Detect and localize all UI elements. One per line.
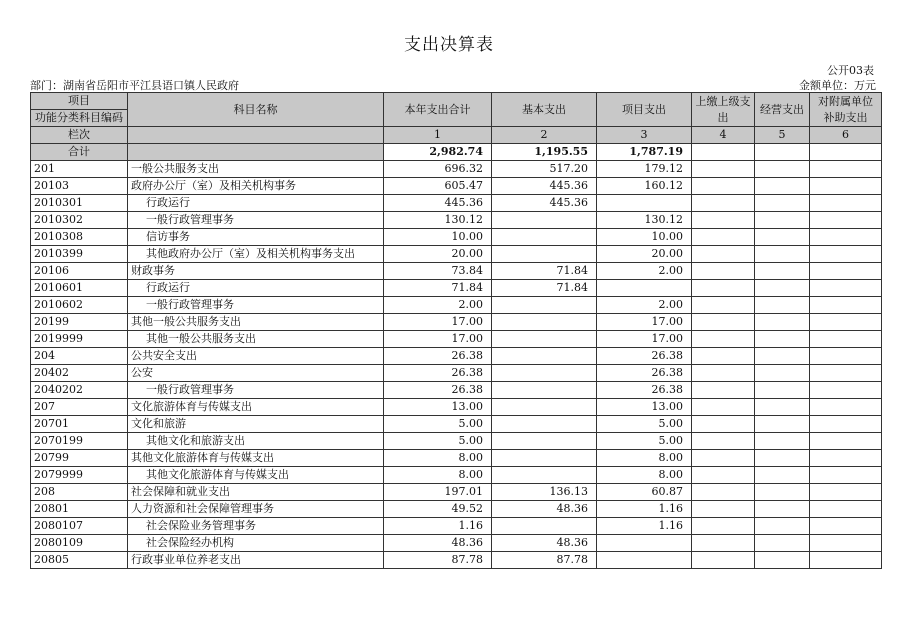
form-number: 公开03表 xyxy=(827,64,874,77)
row-project: 5.00 xyxy=(597,433,692,450)
header-project: 项目支出 xyxy=(597,93,692,127)
row-code: 2080109 xyxy=(31,535,128,552)
row-basic: 48.36 xyxy=(492,501,597,518)
row-code: 207 xyxy=(31,399,128,416)
header-code: 功能分类科目编码 xyxy=(31,110,128,127)
table-row xyxy=(31,195,882,212)
header-item: 项目 xyxy=(31,93,128,110)
row-subsidy xyxy=(810,348,882,365)
row-upper xyxy=(692,416,755,433)
row-basic: 445.36 xyxy=(492,195,597,212)
row-upper xyxy=(692,280,755,297)
row-upper xyxy=(692,518,755,535)
row-name: 社会保险业务管理事务 xyxy=(128,518,384,535)
row-name: 政府办公厅（室）及相关机构事务 xyxy=(128,178,384,195)
row-business xyxy=(755,535,810,552)
row-basic: 87.78 xyxy=(492,552,597,569)
table-row xyxy=(31,382,882,399)
row-project xyxy=(597,280,692,297)
row-business xyxy=(755,348,810,365)
row-subsidy xyxy=(810,416,882,433)
row-code: 2079999 xyxy=(31,467,128,484)
row-name: 文化和旅游 xyxy=(128,416,384,433)
row-subsidy xyxy=(810,552,882,569)
row-upper xyxy=(692,178,755,195)
table-row xyxy=(31,161,882,178)
table-row xyxy=(31,365,882,382)
row-code: 2010301 xyxy=(31,195,128,212)
row-project: 26.38 xyxy=(597,348,692,365)
row-basic xyxy=(492,433,597,450)
row-total: 17.00 xyxy=(384,314,492,331)
row-project xyxy=(597,535,692,552)
row-code: 2010302 xyxy=(31,212,128,229)
row-upper xyxy=(692,297,755,314)
row-code: 208 xyxy=(31,484,128,501)
row-upper xyxy=(692,552,755,569)
table-row xyxy=(31,263,882,280)
row-project: 26.38 xyxy=(597,382,692,399)
row-name: 社会保险经办机构 xyxy=(128,535,384,552)
row-total: 73.84 xyxy=(384,263,492,280)
row-subsidy xyxy=(810,297,882,314)
row-subsidy xyxy=(810,518,882,535)
row-name: 公共安全支出 xyxy=(128,348,384,365)
row-basic xyxy=(492,246,597,263)
table-row xyxy=(31,297,882,314)
row-project xyxy=(597,552,692,569)
row-basic xyxy=(492,229,597,246)
row-total: 5.00 xyxy=(384,416,492,433)
row-name: 其他一般公共服务支出 xyxy=(128,331,384,348)
row-business xyxy=(755,518,810,535)
row-project: 10.00 xyxy=(597,229,692,246)
row-code: 2019999 xyxy=(31,331,128,348)
row-project: 2.00 xyxy=(597,297,692,314)
row-business xyxy=(755,416,810,433)
col-num-4: 4 xyxy=(692,127,755,144)
row-code: 20103 xyxy=(31,178,128,195)
row-total: 26.38 xyxy=(384,382,492,399)
row-total: 13.00 xyxy=(384,399,492,416)
row-upper xyxy=(692,314,755,331)
row-subsidy xyxy=(810,484,882,501)
row-business xyxy=(755,365,810,382)
row-upper xyxy=(692,229,755,246)
row-business xyxy=(755,382,810,399)
row-code: 20701 xyxy=(31,416,128,433)
row-project: 1.16 xyxy=(597,501,692,518)
table-row xyxy=(31,212,882,229)
row-project: 2.00 xyxy=(597,263,692,280)
row-basic xyxy=(492,518,597,535)
row-business xyxy=(755,212,810,229)
row-project: 26.38 xyxy=(597,365,692,382)
sum-business xyxy=(755,144,810,161)
row-subsidy xyxy=(810,280,882,297)
row-total: 87.78 xyxy=(384,552,492,569)
row-basic xyxy=(492,382,597,399)
row-basic: 71.84 xyxy=(492,280,597,297)
row-upper xyxy=(692,212,755,229)
row-upper xyxy=(692,399,755,416)
sum-subsidy xyxy=(810,144,882,161)
row-project: 17.00 xyxy=(597,331,692,348)
row-basic: 136.13 xyxy=(492,484,597,501)
row-business xyxy=(755,280,810,297)
sum-total: 2,982.74 xyxy=(384,144,492,161)
row-project xyxy=(597,195,692,212)
row-business xyxy=(755,552,810,569)
row-upper xyxy=(692,161,755,178)
table-row xyxy=(31,416,882,433)
row-total: 130.12 xyxy=(384,212,492,229)
report-title: 支出决算表 xyxy=(404,35,494,55)
col-num-5: 5 xyxy=(755,127,810,144)
column-number-row xyxy=(31,127,882,144)
row-code: 204 xyxy=(31,348,128,365)
row-business xyxy=(755,195,810,212)
row-name: 其他文化和旅游支出 xyxy=(128,433,384,450)
table-row xyxy=(31,518,882,535)
row-total: 197.01 xyxy=(384,484,492,501)
header-business: 经营支出 xyxy=(755,93,810,127)
row-total: 605.47 xyxy=(384,178,492,195)
row-total: 445.36 xyxy=(384,195,492,212)
row-total: 2.00 xyxy=(384,297,492,314)
row-code: 2070199 xyxy=(31,433,128,450)
row-upper xyxy=(692,382,755,399)
row-total: 20.00 xyxy=(384,246,492,263)
table-row xyxy=(31,246,882,263)
row-project: 1.16 xyxy=(597,518,692,535)
row-total: 8.00 xyxy=(384,467,492,484)
table-row xyxy=(31,229,882,246)
sum-basic: 1,195.55 xyxy=(492,144,597,161)
row-total: 696.32 xyxy=(384,161,492,178)
row-code: 20805 xyxy=(31,552,128,569)
row-business xyxy=(755,161,810,178)
row-business xyxy=(755,246,810,263)
row-code: 2080107 xyxy=(31,518,128,535)
row-total: 8.00 xyxy=(384,450,492,467)
row-basic xyxy=(492,399,597,416)
row-upper xyxy=(692,467,755,484)
row-code: 20199 xyxy=(31,314,128,331)
row-name: 信访事务 xyxy=(128,229,384,246)
row-name: 财政事务 xyxy=(128,263,384,280)
header-name: 科目名称 xyxy=(128,93,384,127)
table-row xyxy=(31,450,882,467)
table-row xyxy=(31,433,882,450)
col-num-1: 1 xyxy=(384,127,492,144)
row-subsidy xyxy=(810,382,882,399)
row-name: 文化旅游体育与传媒支出 xyxy=(128,399,384,416)
row-business xyxy=(755,297,810,314)
row-name: 行政运行 xyxy=(128,280,384,297)
row-project: 160.12 xyxy=(597,178,692,195)
row-code: 2010308 xyxy=(31,229,128,246)
row-name: 一般行政管理事务 xyxy=(128,297,384,314)
row-basic: 517.20 xyxy=(492,161,597,178)
row-project: 8.00 xyxy=(597,450,692,467)
row-subsidy xyxy=(810,195,882,212)
row-name: 其他文化旅游体育与传媒支出 xyxy=(128,450,384,467)
table-row xyxy=(31,501,882,518)
row-business xyxy=(755,501,810,518)
row-name: 一般行政管理事务 xyxy=(128,212,384,229)
row-subsidy xyxy=(810,501,882,518)
row-subsidy xyxy=(810,535,882,552)
row-code: 20801 xyxy=(31,501,128,518)
row-name: 其他一般公共服务支出 xyxy=(128,314,384,331)
row-business xyxy=(755,314,810,331)
header-total: 本年支出合计 xyxy=(384,93,492,127)
row-basic xyxy=(492,212,597,229)
row-code: 2010399 xyxy=(31,246,128,263)
row-subsidy xyxy=(810,178,882,195)
row-basic xyxy=(492,416,597,433)
row-name: 社会保障和就业支出 xyxy=(128,484,384,501)
table-row xyxy=(31,280,882,297)
row-code: 2040202 xyxy=(31,382,128,399)
amount-unit-label: 金额单位：万元 xyxy=(799,79,876,92)
row-business xyxy=(755,178,810,195)
row-total: 17.00 xyxy=(384,331,492,348)
row-upper xyxy=(692,450,755,467)
row-business xyxy=(755,331,810,348)
row-basic xyxy=(492,450,597,467)
row-name: 公安 xyxy=(128,365,384,382)
row-total: 48.36 xyxy=(384,535,492,552)
row-upper xyxy=(692,195,755,212)
table-row xyxy=(31,331,882,348)
row-basic xyxy=(492,297,597,314)
row-business xyxy=(755,450,810,467)
row-label: 栏次 xyxy=(31,127,128,144)
row-subsidy xyxy=(810,399,882,416)
row-business xyxy=(755,263,810,280)
row-upper xyxy=(692,501,755,518)
row-project: 130.12 xyxy=(597,212,692,229)
row-basic: 71.84 xyxy=(492,263,597,280)
expenditure-table xyxy=(30,92,882,569)
row-total: 71.84 xyxy=(384,280,492,297)
row-subsidy xyxy=(810,450,882,467)
row-subsidy xyxy=(810,314,882,331)
row-basic xyxy=(492,365,597,382)
table-row xyxy=(31,314,882,331)
row-code: 20402 xyxy=(31,365,128,382)
department-label: 部门：湖南省岳阳市平江县语口镇人民政府 xyxy=(30,79,239,92)
row-basic xyxy=(492,348,597,365)
row-code: 20799 xyxy=(31,450,128,467)
row-subsidy xyxy=(810,365,882,382)
row-business xyxy=(755,484,810,501)
col-num-6: 6 xyxy=(810,127,882,144)
header-upper: 上缴上级支出 xyxy=(692,93,755,127)
row-project: 179.12 xyxy=(597,161,692,178)
row-upper xyxy=(692,365,755,382)
row-business xyxy=(755,399,810,416)
row-project: 5.00 xyxy=(597,416,692,433)
row-code: 201 xyxy=(31,161,128,178)
row-code: 2010601 xyxy=(31,280,128,297)
row-total: 49.52 xyxy=(384,501,492,518)
row-name: 人力资源和社会保障管理事务 xyxy=(128,501,384,518)
header-row-1 xyxy=(31,93,882,110)
row-total: 5.00 xyxy=(384,433,492,450)
row-subsidy xyxy=(810,433,882,450)
row-name: 其他文化旅游体育与传媒支出 xyxy=(128,467,384,484)
row-basic xyxy=(492,331,597,348)
row-basic xyxy=(492,467,597,484)
row-project: 8.00 xyxy=(597,467,692,484)
row-upper xyxy=(692,484,755,501)
row-project: 17.00 xyxy=(597,314,692,331)
sum-blank xyxy=(128,144,384,161)
row-upper xyxy=(692,535,755,552)
row-business xyxy=(755,467,810,484)
row-project: 60.87 xyxy=(597,484,692,501)
table-row xyxy=(31,484,882,501)
row-upper xyxy=(692,331,755,348)
row-subsidy xyxy=(810,331,882,348)
row-upper xyxy=(692,348,755,365)
col-num-3: 3 xyxy=(597,127,692,144)
row-name: 其他政府办公厅（室）及相关机构事务支出 xyxy=(128,246,384,263)
row-subsidy xyxy=(810,246,882,263)
row-code: 2010602 xyxy=(31,297,128,314)
row-name: 行政运行 xyxy=(128,195,384,212)
row-project: 20.00 xyxy=(597,246,692,263)
row-subsidy xyxy=(810,263,882,280)
table-row xyxy=(31,535,882,552)
sum-project: 1,787.19 xyxy=(597,144,692,161)
row-upper xyxy=(692,246,755,263)
table-row xyxy=(31,178,882,195)
row-total: 26.38 xyxy=(384,348,492,365)
row-upper xyxy=(692,263,755,280)
col-num-2: 2 xyxy=(492,127,597,144)
header-subsidy: 对附属单位补助支出 xyxy=(810,93,882,127)
row-total: 1.16 xyxy=(384,518,492,535)
row-name: 行政事业单位养老支出 xyxy=(128,552,384,569)
row-basic: 48.36 xyxy=(492,535,597,552)
sum-row xyxy=(31,144,882,161)
table-row xyxy=(31,552,882,569)
col-blank xyxy=(128,127,384,144)
row-subsidy xyxy=(810,212,882,229)
row-subsidy xyxy=(810,467,882,484)
sum-upper xyxy=(692,144,755,161)
row-name: 一般行政管理事务 xyxy=(128,382,384,399)
row-upper xyxy=(692,433,755,450)
row-basic xyxy=(492,314,597,331)
table-row xyxy=(31,348,882,365)
row-subsidy xyxy=(810,161,882,178)
row-total: 10.00 xyxy=(384,229,492,246)
row-name: 一般公共服务支出 xyxy=(128,161,384,178)
row-project: 13.00 xyxy=(597,399,692,416)
row-code: 20106 xyxy=(31,263,128,280)
table-row xyxy=(31,399,882,416)
row-subsidy xyxy=(810,229,882,246)
row-basic: 445.36 xyxy=(492,178,597,195)
sum-label: 合计 xyxy=(31,144,128,161)
header-basic: 基本支出 xyxy=(492,93,597,127)
table-row xyxy=(31,467,882,484)
row-business xyxy=(755,229,810,246)
row-business xyxy=(755,433,810,450)
row-total: 26.38 xyxy=(384,365,492,382)
